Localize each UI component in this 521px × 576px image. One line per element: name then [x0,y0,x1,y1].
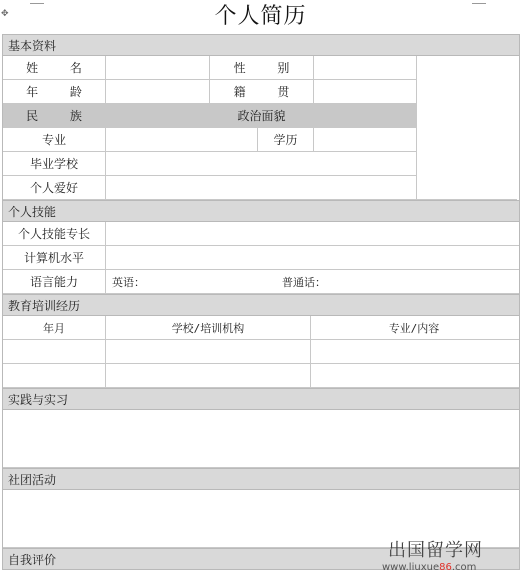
input-specialty[interactable] [106,222,517,245]
education-major-cell[interactable] [311,340,517,363]
education-row [3,340,519,364]
input-name[interactable] [106,56,210,79]
input-hobbies[interactable] [106,176,417,199]
label-school: 毕业学校 [3,152,106,175]
education-row [3,364,519,388]
label-mandarin: 普通话： [282,275,326,289]
watermark-url: www.liuxue86.com [382,562,477,573]
basic-info-block [3,56,519,200]
label-name: 姓 名 [3,56,106,79]
education-school-cell[interactable] [106,364,311,387]
row-computer [3,246,519,270]
input-political-status[interactable] [314,104,417,127]
section-self-evaluation: 自我评价 [3,548,519,570]
input-computer[interactable] [106,246,517,269]
education-school-cell[interactable] [106,340,311,363]
input-major[interactable] [106,128,258,151]
resume-table [2,34,520,570]
photo-area[interactable] [417,56,517,200]
label-computer: 计算机水平 [3,246,106,269]
watermark-site-name: 出国留学网 [388,540,483,561]
row-school [3,152,417,176]
section-education: 教育培训经历 [3,294,519,316]
page-title: 个人简历 [214,4,307,29]
input-native-place[interactable] [314,80,417,103]
education-date-cell[interactable] [3,364,106,387]
label-language: 语言能力 [3,270,106,293]
section-basic-info: 基本资料 [3,34,519,56]
label-major: 专业 [3,128,106,151]
row-ethnicity-political [3,104,417,128]
section-skills: 个人技能 [3,200,519,222]
section-practice: 实践与实习 [3,388,519,410]
header-date: 年月 [3,316,106,339]
section-clubs: 社团活动 [3,468,519,490]
row-language [3,270,519,294]
education-major-cell[interactable] [311,364,517,387]
header-school: 学校/培训机构 [106,316,311,339]
label-political-status: 政治面貌 [210,104,314,127]
table-move-handle-icon[interactable]: ✥ [1,9,9,19]
input-degree[interactable] [314,128,417,151]
header-major: 专业/内容 [388,321,440,335]
row-major-degree [3,128,417,152]
label-age: 年 龄 [3,80,106,103]
row-specialty [3,222,519,246]
input-gender[interactable] [314,56,417,79]
site-watermark [382,541,521,574]
row-hobbies [3,176,417,200]
label-degree: 学历 [258,128,314,151]
education-header-row [3,316,519,340]
label-native-place: 籍 贯 [210,80,314,103]
input-school[interactable] [106,152,417,175]
label-gender: 性 别 [210,56,314,79]
language-cell[interactable] [106,270,517,293]
input-ethnicity[interactable] [106,104,210,127]
label-english: 英语： [112,275,145,289]
input-age[interactable] [106,80,210,103]
label-specialty: 个人技能专长 [3,222,106,245]
label-hobbies: 个人爱好 [3,176,106,199]
row-age-native [3,80,417,104]
practice-content-area[interactable] [3,410,519,468]
row-name-gender [3,56,417,80]
education-date-cell[interactable] [3,340,106,363]
label-ethnicity: 民 族 [3,104,106,127]
